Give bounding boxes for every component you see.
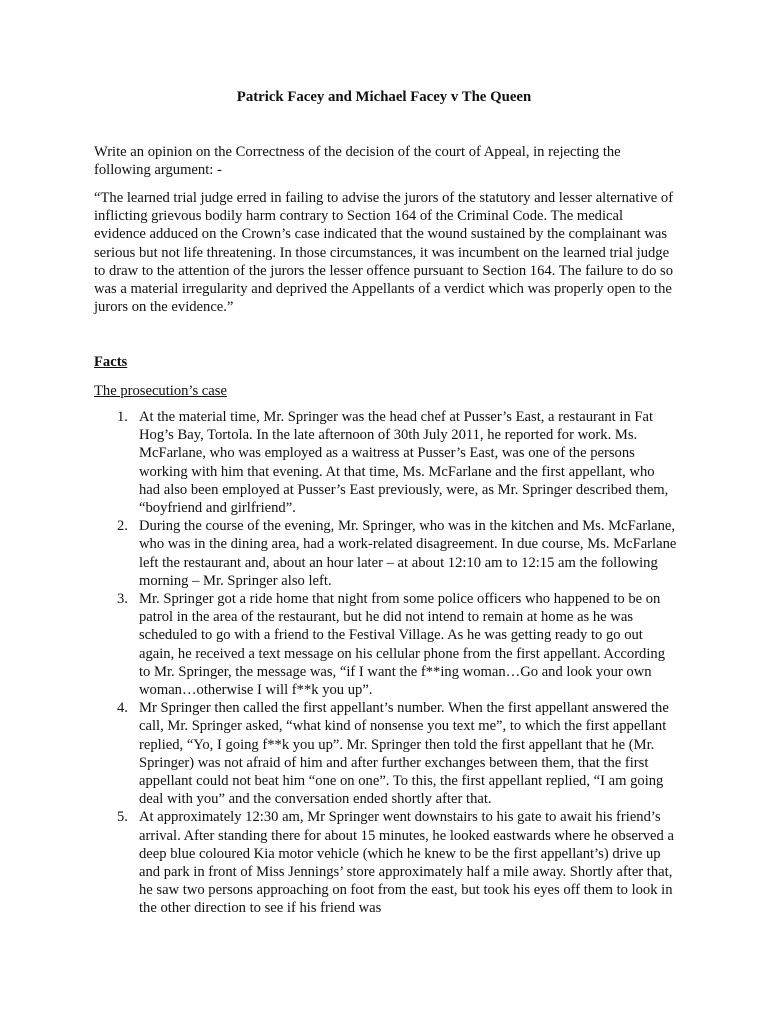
list-item	[94, 408, 678, 517]
document-title: Patrick Facey and Michael Facey v The Queen	[236, 89, 532, 105]
paragraph-number: 5.	[117, 809, 128, 826]
paragraph-number: 2.	[117, 518, 128, 535]
paragraph-number: 1.	[117, 409, 128, 425]
paragraph-text: Mr Springer then called the first appellant’s number. When the first appellant answered the call, Mr. Springer asked, “what kind of nonsense you text me”, to which the first appellant replied, “Yo, I going f**k you up”. Mr. Springer then told the first appellant that he (Mr. Springer) was not afraid of him and after further exchanges between them, that the first appellant could not beat him “one on one”. To this, the first appellant replied, “I am going deal with you” and the conversation ended shortly after that.	[139, 700, 669, 808]
list-item	[94, 590, 678, 699]
paragraph-text: During the course of the evening, Mr. Springer, who was in the kitchen and Ms. McFarlane, who was in the dining area, had a work-related disagreement. In due course, Ms. McFarlane left the restaurant and, about an hour later – at about 12:10 am to 12:15 am the following morning – Mr. Springer also left.	[139, 518, 677, 589]
paragraph-number: 3.	[117, 591, 128, 608]
quoted-argument: “The learned trial judge erred in failing to advise the jurors of the statutory and lesser alternative of inflicting grievous bodily harm contrary to Section 164 of the Criminal Code. The medical evidence adduced on the Crown’s case indicated that the wound sustained by the complainant was serious but not life threatening. In those circumstances, it was incumbent on the learned trial judge to draw to the attention of the jurors the lesser offence pursuant to Section 164. The failure to do so was a material irregularity and deprived the Appellants of a verdict which was properly open to the jurors on the evidence.”	[94, 190, 674, 316]
prosecution-case-heading: The prosecution’s case	[94, 383, 227, 399]
paragraph-text: At approximately 12:30 am, Mr Springer went downstairs to his gate to await his friend’s arrival. After standing there for about 15 minutes, he looked eastwards where he observed a deep blue coloured Kia motor vehicle (which he knew to be the first appellant’s) drive up and park in front of Miss Jennings’ store approximately half a mile away. Shortly after that, he saw two persons approaching on foot from the east, but took his eyes off them to look in the other direction to see if his friend was	[139, 809, 674, 917]
facts-list	[94, 408, 678, 918]
list-item	[94, 808, 678, 917]
question-prompt: Write an opinion on the Correctness of the decision of the court of Appeal, in rejecting the following argument: -	[94, 144, 621, 179]
list-item	[94, 699, 678, 808]
list-item	[94, 517, 678, 590]
paragraph-text: Mr. Springer got a ride home that night from some police officers who happened to be on patrol in the area of the restaurant, but he did not intend to remain at home as he was scheduled to go with a friend to the Festival Village. As he was getting ready to go out again, he received a text message on his cellular phone from the first appellant. According to Mr. Springer, the message was, “if I want the f**ing woman…Go and look your own woman…otherwise I will f**k you up”.	[139, 591, 665, 699]
paragraph-text: At the material time, Mr. Springer was the head chef at Pusser’s East, a restaurant in Fat Hog’s Bay, Tortola. In the late afternoon of 30th July 2011, he reported for work. Ms. McFarlane, who was employed as a waitress at Pusser’s East, was one of the persons working with him that evening. At that time, Ms. McFarlane and the first appellant, who had also been employed at Pusser’s East previously, were, as Mr. Springer described them, “boyfriend and girlfriend”.	[139, 409, 669, 517]
paragraph-number: 4.	[117, 700, 128, 717]
facts-heading: Facts	[94, 354, 128, 370]
